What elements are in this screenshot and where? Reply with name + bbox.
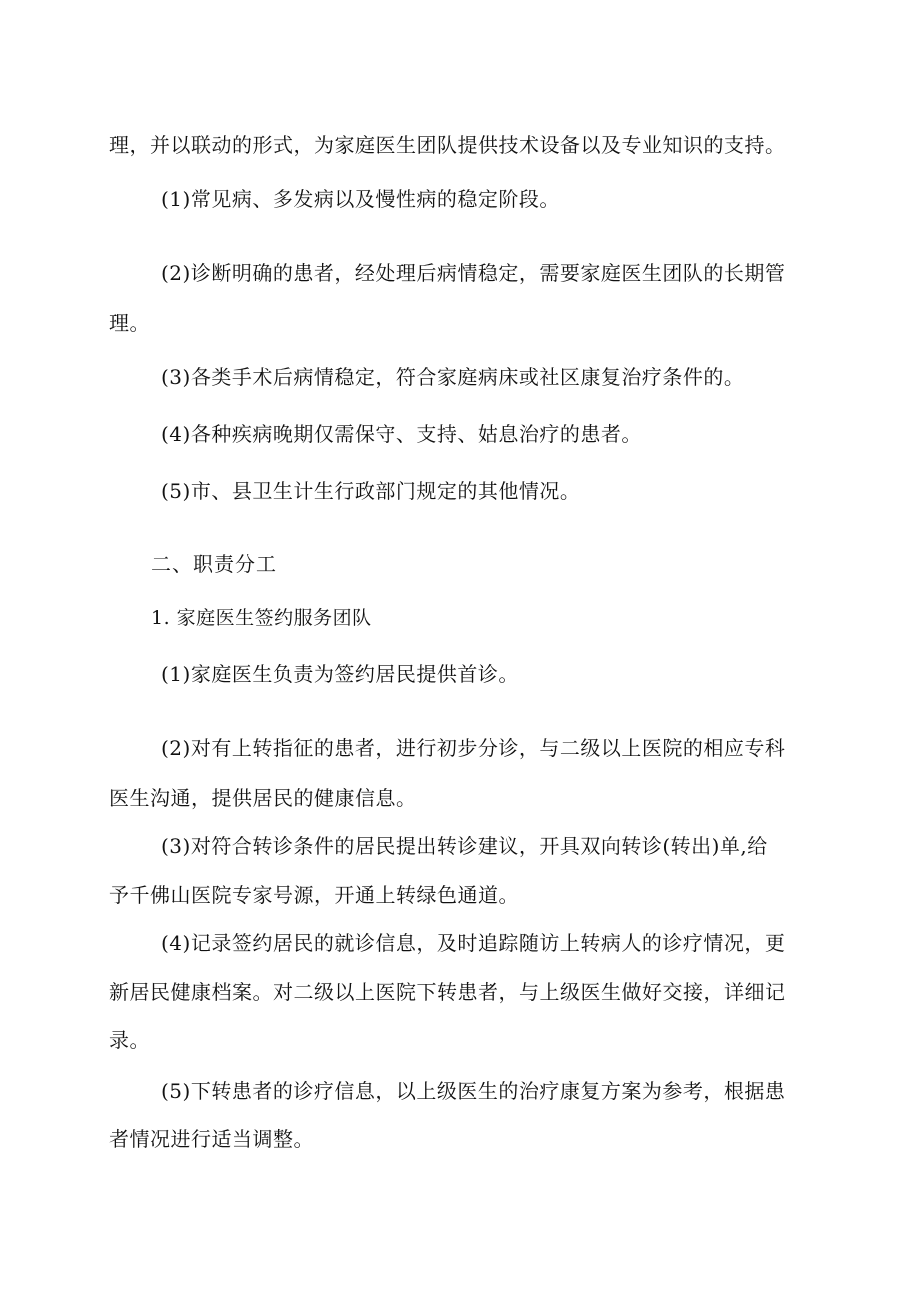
condition-item-3: (3)各类手术后病情稳定，符合家庭病床或社区康复治疗条件的。 xyxy=(161,365,745,389)
duty-item-2: (2)对有上转指征的患者，进行初步分诊，与二级以上医院的相应专科 xyxy=(161,736,786,760)
condition-item-2: (2)诊断明确的患者，经处理后病情稳定，需要家庭医生团队的长期管 xyxy=(161,261,786,285)
condition-item-4: (4)各种疾病晚期仅需保守、支持、姑息治疗的患者。 xyxy=(161,422,642,446)
subsection-heading: 1. 家庭医生签约服务团队 xyxy=(151,607,372,629)
duty-item-5: (5)下转患者的诊疗信息，以上级医生的治疗康复方案为参考，根据患 xyxy=(161,1079,786,1103)
condition-item-1: (1)常见病、多发病以及慢性病的稳定阶段。 xyxy=(161,187,560,211)
duty-item-5-continued: 者情况进行适当调整。 xyxy=(109,1127,314,1151)
duty-item-4: (4)记录签约居民的就诊信息，及时追踪随访上转病人的诊疗情况，更 xyxy=(161,931,786,955)
duty-item-3-continued: 予千佛山医院专家号源，开通上转绿色通道。 xyxy=(109,883,519,907)
duty-item-4-continued: 新居民健康档案。对二级以上医院下转患者，与上级医生做好交接，详细记 xyxy=(109,980,786,1004)
condition-item-2-continued: 理。 xyxy=(109,311,150,335)
section-heading: 二、职责分工 xyxy=(151,552,277,576)
condition-item-5: (5)市、县卫生计生行政部门规定的其他情况。 xyxy=(161,479,581,503)
duty-item-2-continued: 医生沟通，提供居民的健康信息。 xyxy=(109,786,417,810)
duty-item-3: (3)对符合转诊条件的居民提出转诊建议，开具双向转诊(转出)单,给 xyxy=(161,834,768,858)
intro-paragraph-tail: 理，并以联动的形式，为家庭医生团队提供技术设备以及专业知识的支持。 xyxy=(109,133,786,157)
duty-item-4-continued-2: 录。 xyxy=(109,1028,150,1052)
duty-item-1: (1)家庭医生负责为签约居民提供首诊。 xyxy=(161,662,519,686)
